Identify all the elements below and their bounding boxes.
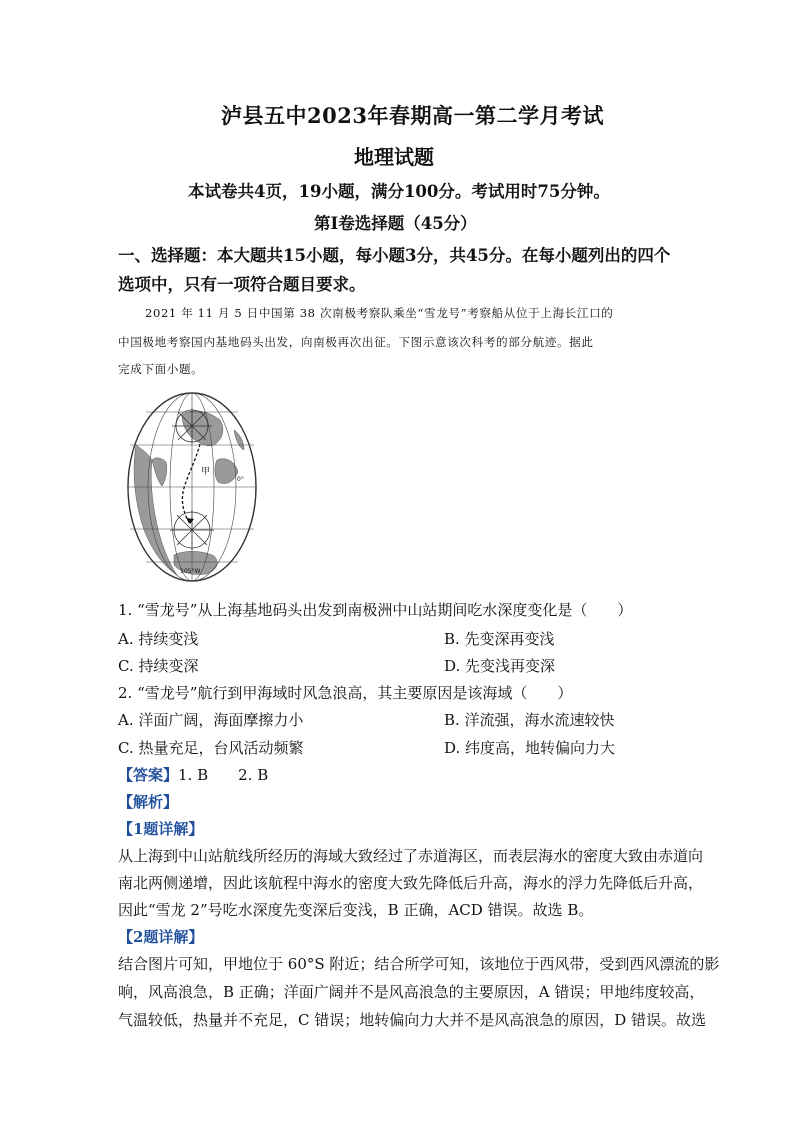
- section-heading: 第Ⅰ卷选择题（45分）: [314, 214, 477, 233]
- subject-title: 地理试题: [354, 145, 434, 169]
- question-1-stem: 1. “雪龙号”从上海基地码头出发到南极洲中山站期间吃水深度变化是（ ）: [118, 601, 633, 619]
- answer-text: 1. B 2. B: [178, 766, 269, 784]
- question-2-stem: 2. “雪龙号”航行到甲海域时风急浪高，其主要原因是该海域（ ）: [118, 684, 573, 702]
- passage-line-2: 中国极地考察国内基地码头出发，向南极再次出征。下图示意该次科考的部分航迹。据此: [118, 335, 594, 349]
- route-map-svg: [122, 390, 262, 585]
- q2-option-a: A. 洋面广阔，海面摩擦力小: [118, 711, 304, 729]
- q2-option-c: C. 热量充足，台风活动频繁: [118, 739, 304, 757]
- instruction-line-1: 一、选择题：本大题共15小题，每小题3分，共45分。在每小题列出的四个: [118, 246, 671, 265]
- map-label-longitude: 105°W: [180, 568, 201, 575]
- passage-line-1: 2021 年 11 月 5 日中国第 38 次南极考察队乘坐“雪龙号”考察船从位于上海长江口的: [145, 306, 614, 320]
- q1-analysis-line: 因此“雪龙 2”号吃水深度先变深后变浅，B 正确，ACD 错误。故选 B。: [118, 901, 594, 919]
- q1-option-a: A. 持续变浅: [118, 630, 199, 648]
- q1-option-d: D. 先变浅再变深: [444, 657, 556, 675]
- q1-analysis-tag: 【1题详解】: [118, 820, 204, 838]
- q1-option-b: B. 先变深再变浅: [444, 630, 555, 648]
- q1-option-c: C. 持续变深: [118, 657, 199, 675]
- map-label-jia: 甲: [201, 467, 211, 477]
- q2-analysis-line: 结合图片可知，甲地位于 60°S 附近；结合所学可知，该地位于西风带，受到西风漂流的影: [118, 955, 720, 973]
- q2-analysis-line: 气温较低，热量并不充足，C 错误；地转偏向力大并不是风高浪急的原因，D 错误。故选: [118, 1011, 707, 1029]
- exam-info: 本试卷共4页，19小题，满分100分。考试用时75分钟。: [188, 182, 610, 201]
- route-map-figure: [122, 390, 262, 585]
- q1-analysis-line: 南北两侧递增，因此该航程中海水的密度大致先降低后升高，海水的浮力先降低后升高，: [118, 874, 704, 892]
- map-label-zero: 0°: [237, 476, 244, 483]
- q2-analysis-line: 响，风高浪急，B 正确；洋面广阔并不是风高浪急的主要原因，A 错误；甲地纬度较高，: [118, 983, 705, 1001]
- answer-row: [118, 764, 268, 785]
- q2-analysis-tag: 【2题详解】: [118, 928, 204, 946]
- q2-option-b: B. 洋流强，海水流速较快: [444, 711, 615, 729]
- answer-tag: 【答案】: [118, 766, 179, 784]
- instruction-line-2: 选项中，只有一项符合题目要求。: [118, 275, 366, 294]
- q1-analysis-line: 从上海到中山站航线所经历的海域大致经过了赤道海区，而表层海水的密度大致由赤道向: [118, 847, 704, 865]
- passage-line-3: 完成下面小题。: [118, 362, 204, 376]
- analysis-tag: 【解析】: [118, 793, 179, 811]
- exam-title: 泸县五中2023年春期高一第二学月考试: [221, 103, 604, 128]
- q2-option-d: D. 纬度高，地转偏向力大: [444, 739, 616, 757]
